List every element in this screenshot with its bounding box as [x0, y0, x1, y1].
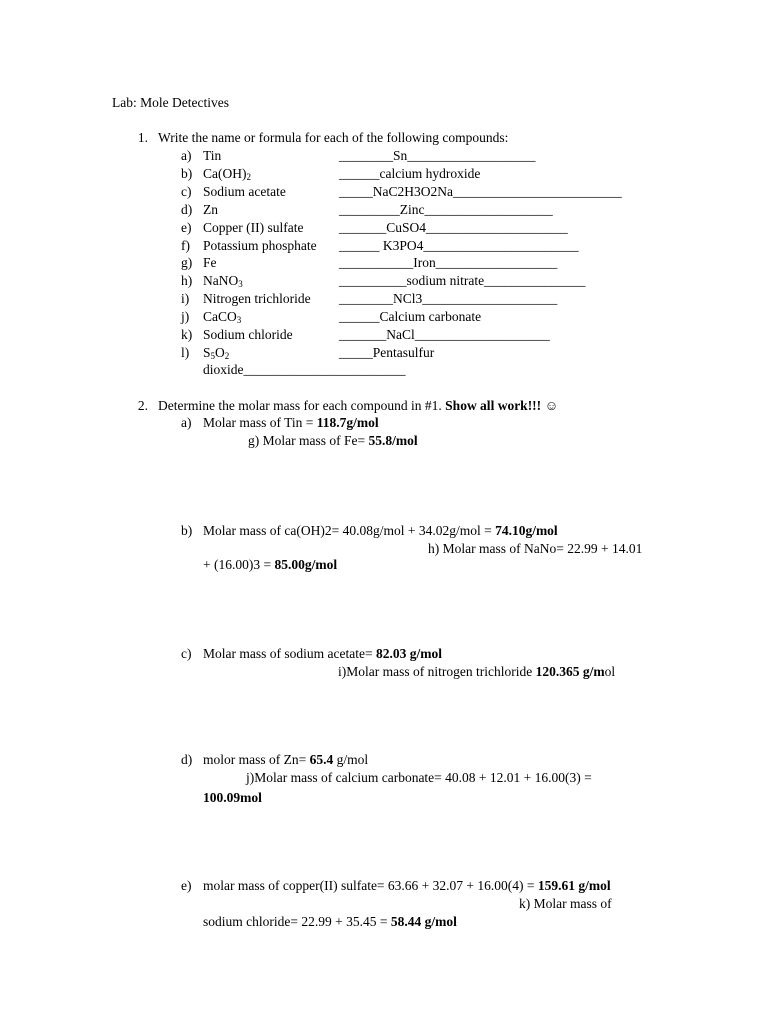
compound-name: Tin	[203, 148, 222, 163]
answer-result: 55.8/mol	[368, 433, 418, 448]
answer-result: 118.7g/mol	[316, 415, 379, 430]
answer-result: 120.365 g/m	[535, 664, 605, 679]
compound-letter: i)	[181, 291, 190, 306]
answer-text: molor mass of Zn=	[203, 752, 310, 767]
answer-letter: b)	[181, 523, 193, 538]
compound-answer: ______calcium hydroxide	[339, 166, 481, 181]
compound-letter: a)	[181, 148, 192, 163]
compound-answer: ________NCl3____________________	[339, 291, 558, 306]
compound-letter: l)	[181, 345, 190, 360]
answer-result: 82.03 g/mol	[375, 646, 442, 661]
molar-mass-line-j2	[203, 789, 262, 807]
page-title: Lab: Mole Detectives	[112, 95, 229, 110]
answer-text: Molar mass of sodium acetate=	[203, 646, 376, 661]
molar-mass-line-g	[248, 432, 418, 450]
compound-answer: _____NaC2H3O2Na_________________________	[339, 184, 622, 199]
molar-mass-line-e	[203, 877, 611, 895]
compound-answer: _______NaCl____________________	[339, 327, 550, 342]
compound-name: CaCO$_3$	[203, 309, 242, 325]
answer-suffix: ol	[604, 664, 616, 679]
compound-letter: d)	[181, 202, 193, 217]
answer-result: 58.44 g/mol	[390, 914, 457, 929]
answer-text: g) Molar mass of Fe=	[248, 433, 369, 448]
answer-result: 159.61 g/mol	[537, 878, 611, 893]
answer-text: molar mass of copper(II) sulfate= 63.66 + 32.07 + 16.00(4) =	[203, 878, 538, 893]
compound-answer: ________Sn___________________	[339, 148, 536, 163]
answer-text: Molar mass of ca(OH)2= 40.08g/mol + 34.02g/mol =	[203, 523, 496, 538]
question-1-prompt: Write the name or formula for each of the following compounds:	[158, 130, 509, 145]
answer-text: j)Molar mass of calcium carbonate= 40.08 + 12.01 + 16.00(3) =	[246, 770, 592, 785]
compound-letter: h)	[181, 273, 193, 288]
question-1-number: 1.	[137, 130, 148, 145]
answer-text: k) Molar mass of	[519, 896, 612, 911]
molar-mass-line-k1	[519, 895, 612, 913]
show-work-emphasis: Show all work!!!	[445, 398, 542, 413]
question-2-prompt	[158, 397, 558, 415]
compound-name: Copper (II) sulfate	[203, 220, 304, 235]
molar-mass-line-a	[203, 414, 379, 432]
smiley-icon: ☺	[544, 398, 559, 413]
answer-text: Molar mass of Tin =	[203, 415, 317, 430]
answer-letter: d)	[181, 752, 193, 767]
compound-name: Sodium acetate	[203, 184, 286, 199]
compound-answer: _______CuSO4_____________________	[339, 220, 568, 235]
answer-letter: e)	[181, 878, 192, 893]
answer-suffix: g/mol	[333, 752, 369, 767]
compound-answer: _____Pentasulfur	[339, 345, 435, 360]
compound-name: Fe	[203, 255, 217, 270]
compound-answer: ______ K3PO4_______________________	[339, 238, 579, 253]
compound-name: Zn	[203, 202, 218, 217]
compound-name: Potassium phosphate	[203, 238, 317, 253]
answer-text: i)Molar mass of nitrogen trichloride	[338, 664, 536, 679]
compound-letter: b)	[181, 166, 193, 181]
compound-letter: j)	[181, 309, 190, 324]
compound-answer: ___________Iron__________________	[339, 255, 558, 270]
question-2-number: 2.	[137, 398, 148, 413]
item-l-answer-continuation: dioxide________________________	[203, 362, 406, 377]
answer-text: sodium chloride= 22.99 + 35.45 =	[203, 914, 391, 929]
compound-name: Nitrogen trichloride	[203, 291, 311, 306]
molar-mass-line-i	[338, 663, 615, 681]
answer-letter: a)	[181, 415, 192, 430]
compound-letter: c)	[181, 184, 192, 199]
molar-mass-line-h2	[203, 556, 337, 574]
answer-result: 65.4	[309, 752, 334, 767]
answer-result: 74.10g/mol	[495, 523, 558, 538]
molar-mass-line-j1	[246, 769, 592, 787]
compound-letter: g)	[181, 255, 193, 270]
compound-answer: _________Zinc___________________	[339, 202, 553, 217]
answer-result: 85.00g/mol	[274, 557, 338, 572]
compound-letter: e)	[181, 220, 192, 235]
compound-name: NaNO$_3$	[203, 273, 243, 289]
compound-letter: k)	[181, 327, 193, 342]
answer-letter: c)	[181, 646, 192, 661]
answer-text: h) Molar mass of NaNo= 22.99 + 14.01	[428, 541, 643, 556]
molar-mass-line-h1	[428, 540, 642, 558]
compound-answer: __________sodium nitrate_______________	[339, 273, 586, 288]
molar-mass-line-b	[203, 522, 558, 540]
question-2-prompt-text: Determine the molar mass for each compound in #1.	[158, 398, 442, 413]
compound-name: $Ca(OH)_2$	[203, 166, 251, 182]
answer-result: 100.09mol	[203, 790, 262, 805]
molar-mass-line-d	[203, 751, 368, 769]
compound-name: $S_5O_2$	[203, 345, 230, 361]
answer-text: + (16.00)3 =	[203, 557, 275, 572]
compound-letter: f)	[181, 238, 190, 253]
compound-name: Sodium chloride	[203, 327, 293, 342]
molar-mass-line-c	[203, 645, 442, 663]
compound-answer: ______Calcium carbonate	[339, 309, 482, 324]
molar-mass-line-k2	[203, 913, 457, 931]
